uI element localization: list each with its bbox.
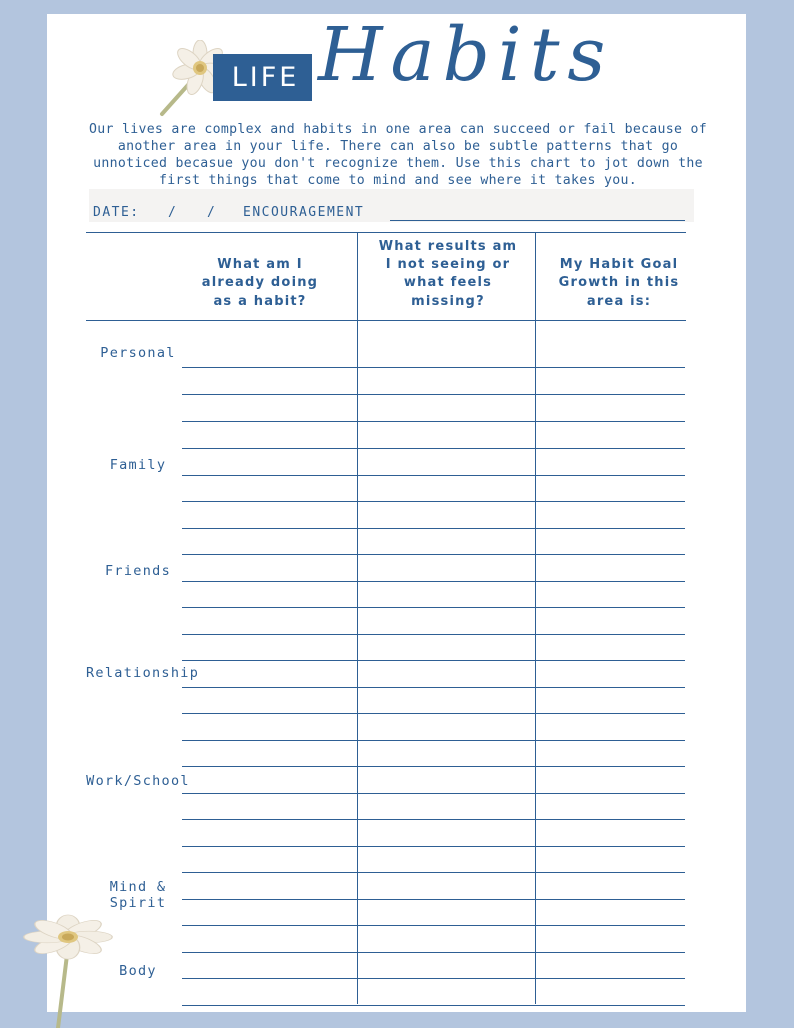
write-line[interactable] bbox=[182, 899, 685, 900]
encouragement-label: ENCOURAGEMENT bbox=[243, 205, 365, 220]
row-label-personal: Personal bbox=[100, 345, 176, 361]
write-line[interactable] bbox=[182, 367, 685, 368]
row-label-friends: Friends bbox=[105, 563, 171, 579]
table-header-rule bbox=[86, 320, 686, 321]
write-line[interactable] bbox=[182, 740, 685, 741]
row-label-mind-spirit: Mind & Spirit bbox=[109, 879, 167, 911]
date-slash-2: / bbox=[207, 205, 217, 220]
column-header-current-habits: What am I already doing as a habit? bbox=[201, 257, 319, 309]
date-encouragement-bar bbox=[89, 189, 694, 222]
date-label: DATE: bbox=[93, 205, 140, 220]
write-line[interactable] bbox=[182, 872, 685, 873]
logo-word: LIFE bbox=[231, 62, 300, 93]
write-line[interactable] bbox=[182, 528, 685, 529]
daisy-flower-bottom-illustration bbox=[20, 905, 115, 1028]
write-line[interactable] bbox=[182, 607, 685, 608]
write-line[interactable] bbox=[182, 846, 685, 847]
page-title: Habits bbox=[318, 12, 614, 98]
column-divider-1 bbox=[357, 232, 358, 1004]
write-line[interactable] bbox=[182, 501, 685, 502]
write-line[interactable] bbox=[182, 475, 685, 476]
encouragement-write-line[interactable] bbox=[390, 220, 685, 221]
write-line[interactable] bbox=[182, 421, 685, 422]
write-line[interactable] bbox=[182, 634, 685, 635]
column-header-habit-goal: My Habit Goal Growth in this area is: bbox=[558, 257, 680, 309]
write-line[interactable] bbox=[182, 687, 685, 688]
write-line[interactable] bbox=[182, 448, 685, 449]
column-header-missing-results: What results am I not seeing or what feels missing? bbox=[378, 238, 518, 309]
write-line[interactable] bbox=[182, 952, 685, 953]
table-top-rule bbox=[86, 232, 686, 233]
write-line[interactable] bbox=[182, 1005, 685, 1006]
write-line[interactable] bbox=[182, 394, 685, 395]
write-line[interactable] bbox=[182, 819, 685, 820]
write-line[interactable] bbox=[182, 581, 685, 582]
write-line[interactable] bbox=[182, 660, 685, 661]
intro-paragraph: Our lives are complex and habits in one area can succeed or fail because of another area in your life. There can also be subtle patterns that go unnoticed becasue you don't recognize them. Use this chart to jot down the first things that come to mind and see where it takes you. bbox=[89, 122, 707, 188]
write-line[interactable] bbox=[182, 554, 685, 555]
write-line[interactable] bbox=[182, 793, 685, 794]
date-slash-1: / bbox=[168, 205, 178, 220]
row-label-body: Body bbox=[119, 963, 157, 979]
column-divider-2 bbox=[535, 232, 536, 1004]
row-label-relationship: Relationship bbox=[86, 665, 200, 681]
row-label-work-school: Work/School bbox=[86, 773, 190, 789]
write-line[interactable] bbox=[182, 925, 685, 926]
row-label-family: Family bbox=[109, 457, 167, 473]
logo-life-box bbox=[213, 54, 312, 101]
write-line[interactable] bbox=[182, 713, 685, 714]
write-line[interactable] bbox=[182, 978, 685, 979]
write-line[interactable] bbox=[182, 766, 685, 767]
